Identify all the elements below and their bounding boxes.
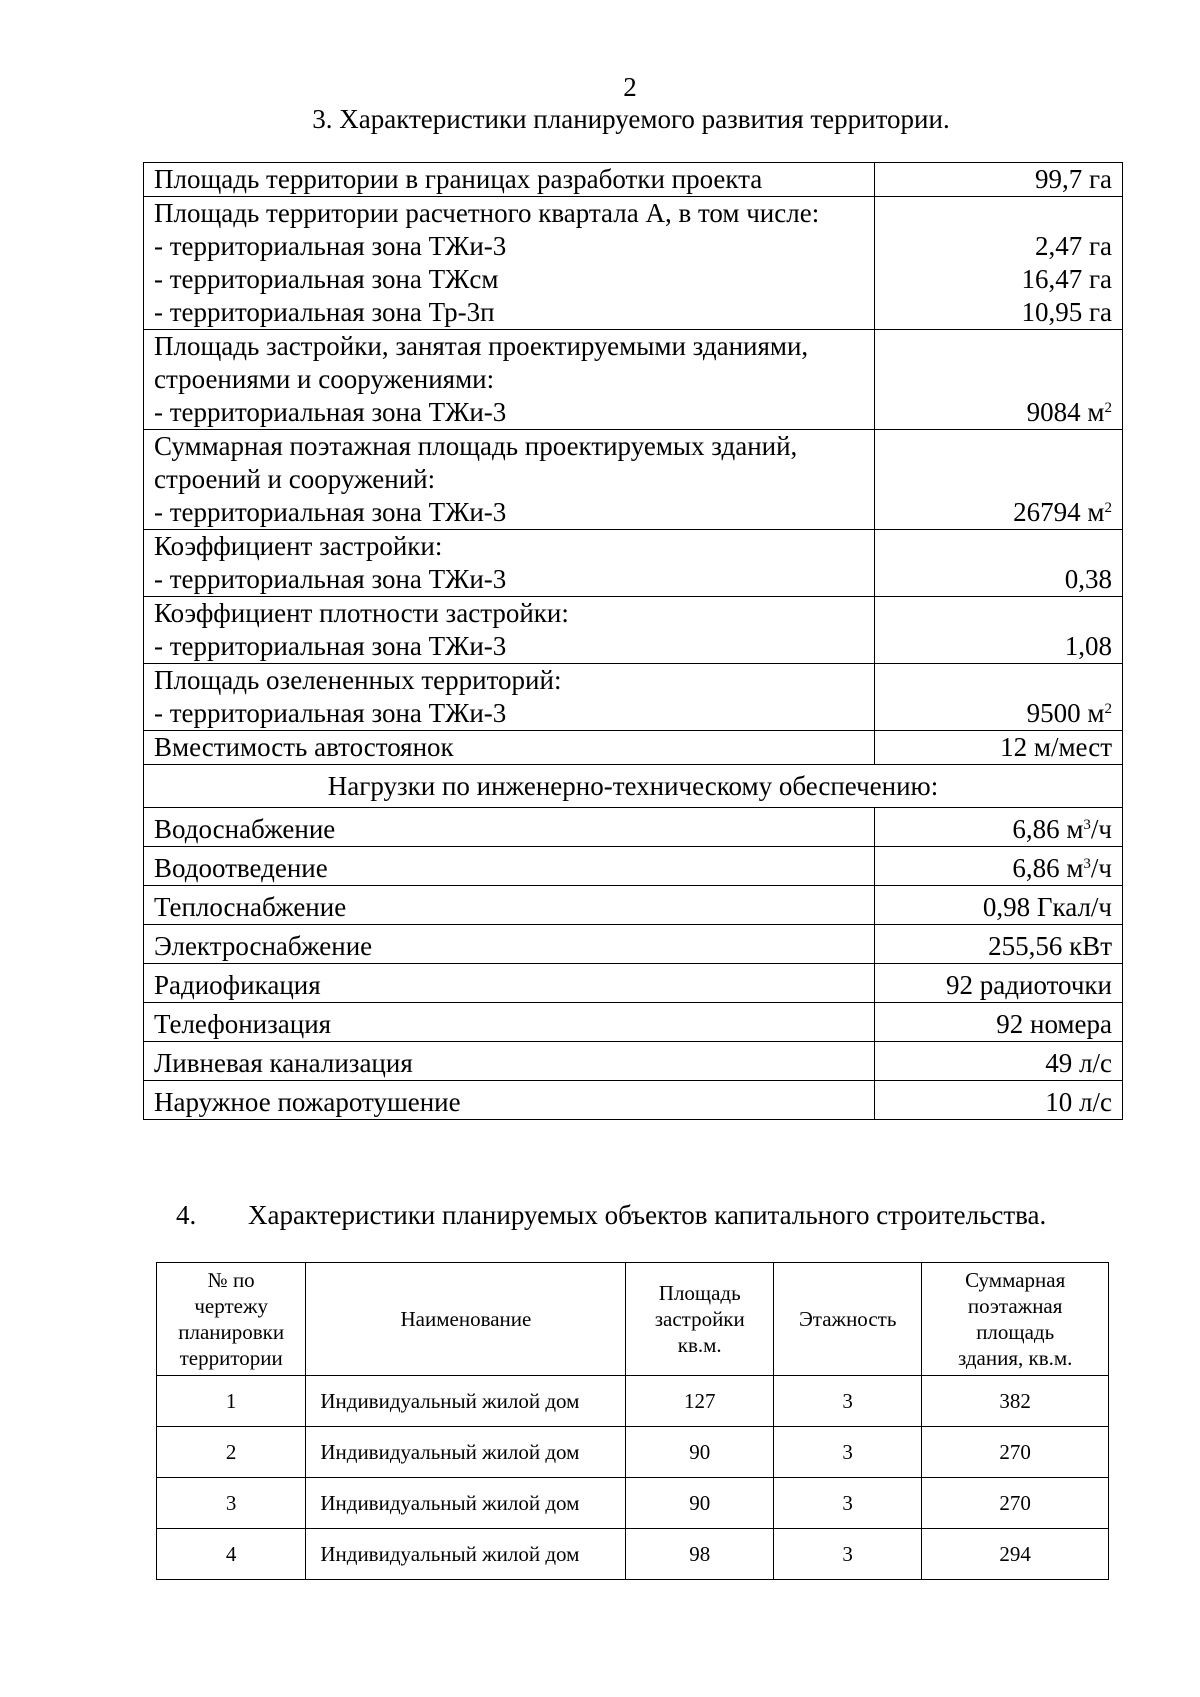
table-cell: Индивидуальный жилой дом (306, 1427, 626, 1478)
engineering-value: 92 радиоточки (875, 964, 1123, 1003)
value-line: 9500 $м^2$ (1026, 698, 1112, 728)
label-line: - территориальная зона ТЖи-3 (154, 698, 507, 728)
column-header-line: № по (207, 1268, 255, 1292)
table-row (144, 925, 1123, 964)
value-line: 0,38 (1064, 564, 1112, 594)
label-line: Вместимость автостоянок (154, 732, 454, 762)
value-line: 12 м/мест (1000, 732, 1112, 762)
column-header-line: Суммарная (965, 1268, 1066, 1292)
table-cell: 90 (626, 1427, 774, 1478)
table-row (144, 530, 1123, 597)
table-row (144, 163, 1123, 197)
column-header-line: территории (179, 1346, 283, 1370)
label-line: - территориальная зона ТЖи-3 (154, 497, 507, 527)
row-label (144, 197, 875, 330)
table-cell: 270 (922, 1427, 1109, 1478)
table-row (144, 597, 1123, 664)
label-line: Суммарная поэтажная площадь проектируемых зданий, (154, 431, 798, 461)
table-cell: 382 (922, 1376, 1109, 1427)
label-line: - территориальная зона ТЖи-3 (154, 397, 507, 427)
label-line: строений и сооружений: (154, 464, 436, 494)
table-cell: 127 (626, 1376, 774, 1427)
column-header-line: здания, кв.м. (957, 1346, 1073, 1370)
table-row (144, 664, 1123, 731)
engineering-value: 10 л/с (875, 1081, 1123, 1120)
engineering-value: 6,86 $м^3/ч$ (875, 808, 1123, 847)
engineering-value: 0,98 Гкал/ч (875, 886, 1123, 925)
table-cell: 90 (626, 1478, 774, 1529)
capital-construction-table (156, 1262, 1109, 1580)
table-cell: 98 (626, 1529, 774, 1580)
table-row (144, 330, 1123, 430)
row-label (144, 597, 875, 664)
label-line: - территориальная зона ТЖи-3 (154, 231, 507, 261)
label-line: строениями и сооружениями: (154, 364, 495, 394)
table-row (144, 964, 1123, 1003)
engineering-label: Ливневая канализация (144, 1042, 875, 1081)
engineering-header: Нагрузки по инженерно-техническому обеспечению: (144, 765, 1123, 808)
value-line: 1,08 (1064, 631, 1112, 661)
table-row (157, 1478, 1109, 1529)
value-line: 9084 $м^2$ (1026, 397, 1112, 427)
column-header-line: Площадь (658, 1281, 741, 1305)
row-value (875, 597, 1123, 664)
engineering-label: Наружное пожаротушение (144, 1081, 875, 1120)
page-number: 2 (623, 72, 637, 102)
label-line: Площадь территории расчетного квартала А, в том числе: (154, 198, 820, 228)
table-cell: 3 (773, 1376, 921, 1427)
label-line: - территориальная зона ТЖи-3 (154, 631, 507, 661)
engineering-header-row (144, 765, 1123, 808)
value-line: 10,95 га (1021, 297, 1112, 327)
column-header-line: застройки (654, 1307, 745, 1331)
engineering-label: Радиофикация (144, 964, 875, 1003)
row-value (875, 330, 1123, 430)
table-row (144, 731, 1123, 765)
engineering-value: 49 л/с (875, 1042, 1123, 1081)
table-row (157, 1376, 1109, 1427)
value-line: 2,47 га (1034, 231, 1112, 261)
column-header (306, 1263, 626, 1376)
table-cell: 3 (773, 1529, 921, 1580)
table-row (157, 1529, 1109, 1580)
label-line: - территориальная зона ТЖи-3 (154, 564, 507, 594)
label-line: - территориальная зона Тр-3п (154, 297, 495, 327)
engineering-label: Водоотведение (144, 847, 875, 886)
section-4-number: 4. (176, 1200, 197, 1230)
value-line: 99,7 га (1034, 164, 1112, 194)
engineering-value: 255,56 кВт (875, 925, 1123, 964)
row-label (144, 731, 875, 765)
engineering-label: Электроснабжение (144, 925, 875, 964)
table-cell: 3 (773, 1427, 921, 1478)
engineering-value: 6,86 $м^3/ч$ (875, 847, 1123, 886)
table-row (144, 1081, 1123, 1120)
section-4-title-text: Характеристики планируемых объектов капитального строительства. (248, 1200, 1047, 1230)
column-header-line: Наименование (400, 1307, 532, 1331)
table-row (144, 886, 1123, 925)
table-cell: 1 (157, 1376, 306, 1427)
engineering-label: Теплоснабжение (144, 886, 875, 925)
table-row (144, 808, 1123, 847)
row-label (144, 664, 875, 731)
row-label (144, 163, 875, 197)
table-cell: 2 (157, 1427, 306, 1478)
table-cell: 294 (922, 1529, 1109, 1580)
table-row (144, 1003, 1123, 1042)
row-value (875, 163, 1123, 197)
column-header-line: площадь (976, 1320, 1055, 1344)
label-line: Коэффициент застройки: (154, 531, 443, 561)
row-value (875, 664, 1123, 731)
row-label (144, 430, 875, 530)
column-header (922, 1263, 1109, 1376)
column-header (626, 1263, 774, 1376)
value-line: 16,47 га (1021, 264, 1112, 294)
label-line: Площадь застройки, занятая проектируемыми зданиями, (154, 331, 809, 361)
engineering-label: Телефонизация (144, 1003, 875, 1042)
column-header-line: кв.м. (677, 1333, 722, 1357)
row-label (144, 530, 875, 597)
table-cell: Индивидуальный жилой дом (306, 1529, 626, 1580)
table-cell: Индивидуальный жилой дом (306, 1478, 626, 1529)
row-value (875, 731, 1123, 765)
table-cell: 270 (922, 1478, 1109, 1529)
row-value (875, 197, 1123, 330)
section-3-title: 3. Характеристики планируемого развития территории. (312, 104, 950, 134)
table-cell: 4 (157, 1529, 306, 1580)
label-line: Коэффициент плотности застройки: (154, 598, 569, 628)
table-row (157, 1427, 1109, 1478)
table-row (144, 430, 1123, 530)
table-cell: Индивидуальный жилой дом (306, 1376, 626, 1427)
label-line: Площадь озелененных территорий: (154, 665, 562, 695)
column-header-line: планировки (178, 1320, 285, 1344)
column-header (157, 1263, 306, 1376)
column-header (773, 1263, 921, 1376)
table-row (144, 1042, 1123, 1081)
label-line: - территориальная зона ТЖсм (154, 264, 499, 294)
table-row (144, 847, 1123, 886)
row-value (875, 530, 1123, 597)
column-header-line: Этажность (798, 1307, 897, 1331)
table-cell: 3 (773, 1478, 921, 1529)
section-4-title (176, 1200, 1046, 1231)
table-row (144, 197, 1123, 330)
label-line: Площадь территории в границах разработки проекта (154, 164, 763, 194)
column-header-line: чертежу (194, 1294, 268, 1318)
column-header-line: поэтажная (967, 1294, 1063, 1318)
engineering-value: 92 номера (875, 1003, 1123, 1042)
engineering-label: Водоснабжение (144, 808, 875, 847)
territory-characteristics-table (143, 162, 1123, 1120)
row-value (875, 430, 1123, 530)
value-line: 26794 $м^2$ (1013, 497, 1112, 527)
row-label (144, 330, 875, 430)
table-cell: 3 (157, 1478, 306, 1529)
